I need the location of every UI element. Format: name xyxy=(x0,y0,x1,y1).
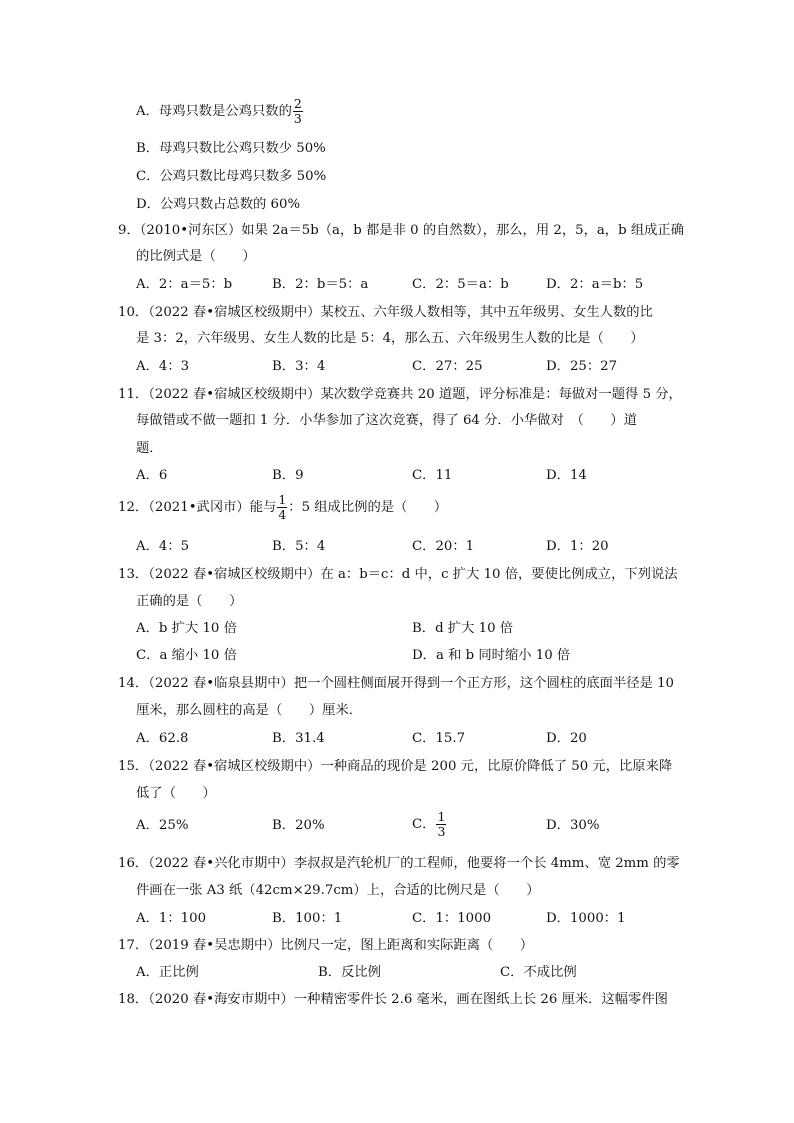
q8-option-c: C．公鸡只数比母鸡只数多 50% xyxy=(136,169,327,184)
q11-stem-line3: 题． xyxy=(136,441,163,456)
fraction: $\frac{1}{4}$ xyxy=(278,491,287,522)
q12-option-a: A．4：5 xyxy=(136,539,190,554)
q9-option-c: C．2：5＝a：b xyxy=(412,277,509,292)
q16-option-b: B．100：1 xyxy=(272,911,343,926)
q17-stem-line1: 17．（2019 春•吴忠期中）比例尺一定，图上距离和实际距离（ ） xyxy=(118,938,534,953)
q13-stem-line1: 13．（2022 春•宿城区校级期中）在 a：b＝c：d 中，c 扩大 10 倍，要使比例成立，下列说法 xyxy=(118,567,678,582)
q15-option-c-label: C． xyxy=(412,817,436,832)
q16-option-d: D．1000：1 xyxy=(546,911,626,926)
q15-option-d: D．30% xyxy=(546,818,600,833)
q11-option-b: B．9 xyxy=(272,468,304,483)
q11-option-c: C．11 xyxy=(412,468,453,483)
q13-option-b: B．d 扩大 10 倍 xyxy=(412,621,514,636)
q9-stem-line2: 的比例式是（ ） xyxy=(136,249,256,264)
q16-stem-line1: 16．（2022 春•兴化市期中）李叔叔是汽轮机厂的工程师，他要将一个长 4mm、宽 2mm 的零 xyxy=(118,856,680,871)
fraction: $\frac{2}{3}$ xyxy=(293,95,302,126)
q8-option-d: D．公鸡只数占总数的 60% xyxy=(136,197,301,212)
q17-option-c: C．不成比例 xyxy=(500,965,577,980)
q13-option-d: D．a 和 b 同时缩小 10 倍 xyxy=(412,648,571,663)
q10-option-b: B．3：4 xyxy=(272,359,326,374)
fraction: $\frac{1}{3}$ xyxy=(437,808,446,839)
q14-stem-line2: 厘米，那么圆柱的高是（ ）厘米． xyxy=(136,703,363,718)
q12-stem-pre: 12．（2021•武冈市）能与 xyxy=(118,500,277,515)
q10-option-c: C．27：25 xyxy=(412,359,483,374)
q18-stem-line1: 18．（2020 春•海安市期中）一种精密零件长 2.6 毫米，画在图纸上长 26 厘米．这幅零件图 xyxy=(118,992,668,1007)
q14-option-d: D．20 xyxy=(546,731,587,746)
q16-option-a: A．1：100 xyxy=(136,911,207,926)
q10-stem-line1: 10．（2022 春•宿城区校级期中）某校五、六年级人数相等，其中五年级男、女生人数的比 xyxy=(118,305,653,320)
q12-option-c: C．20：1 xyxy=(412,539,475,554)
q11-option-a: A．6 xyxy=(136,468,168,483)
q13-option-a: A．b 扩大 10 倍 xyxy=(136,621,237,636)
q15-stem-line2: 低了（ ） xyxy=(136,786,216,801)
q10-option-d: D．25：27 xyxy=(546,359,618,374)
q15-stem-line1: 15．（2022 春•宿城区校级期中）一种商品的现价是 200 元，比原价降低了 50 元，比原来降 xyxy=(118,759,673,774)
q9-option-b: B．2：b＝5：a xyxy=(272,277,369,292)
q12-option-b: B．5：4 xyxy=(272,539,326,554)
q9-stem-line1: 9．（2010•河东区）如果 2a＝5b（a，b 都是非 0 的自然数），那么，用 2，5，a，b 组成正确 xyxy=(118,223,685,238)
q9-option-a: A．2：a＝5：b xyxy=(136,277,233,292)
q14-option-c: C．15.7 xyxy=(412,731,466,746)
q17-option-a: A．正比例 xyxy=(136,965,199,980)
q12-option-d: D．1：20 xyxy=(546,539,609,554)
q10-stem-line2: 是 3：2，六年级男、女生人数的比是 5：4，那么五、六年级男生人数的比是（ ） xyxy=(136,331,644,346)
q13-stem-line2: 正确的是（ ） xyxy=(136,594,243,609)
q14-option-b: B．31.4 xyxy=(272,731,325,746)
q11-stem-line2: 每做错或不做一题扣 1 分．小华参加了这次竞赛，得了 64 分．小华做对 （ ）道 xyxy=(136,413,638,428)
q10-option-a: A．4：3 xyxy=(136,359,190,374)
q16-option-c: C．1：1000 xyxy=(412,911,492,926)
q15-option-c xyxy=(412,810,447,840)
q11-stem-line1: 11．（2022 春•宿城区校级期中）某次数学竞赛共 20 道题，评分标准是：每做对一题得 5 分， xyxy=(118,387,682,402)
q16-stem-line2: 件画在一张 A3 纸（42cm×29.7cm）上，合适的比例尺是（ ） xyxy=(136,883,540,898)
q14-stem-line1: 14．（2022 春•临泉县期中）把一个圆柱侧面展开得到一个正方形，这个圆柱的底面半径是 10 xyxy=(118,676,675,691)
q15-option-a: A．25% xyxy=(136,818,189,833)
q8-option-b: B．母鸡只数比公鸡只数少 50% xyxy=(136,141,326,156)
q12-stem xyxy=(118,493,447,523)
q9-option-d: D．2：a＝b：5 xyxy=(546,277,644,292)
q8-option-a xyxy=(136,97,304,127)
q17-option-b: B．反比例 xyxy=(318,965,381,980)
q11-option-d: D．14 xyxy=(546,468,587,483)
q8-option-a-text: A．母鸡只数是公鸡只数的 xyxy=(136,104,292,119)
q12-stem-post: ：5 组成比例的是（ ） xyxy=(288,500,448,515)
q14-option-a: A．62.8 xyxy=(136,731,189,746)
q15-option-b: B．20% xyxy=(272,818,325,833)
q13-option-c: C．a 缩小 10 倍 xyxy=(136,648,237,663)
